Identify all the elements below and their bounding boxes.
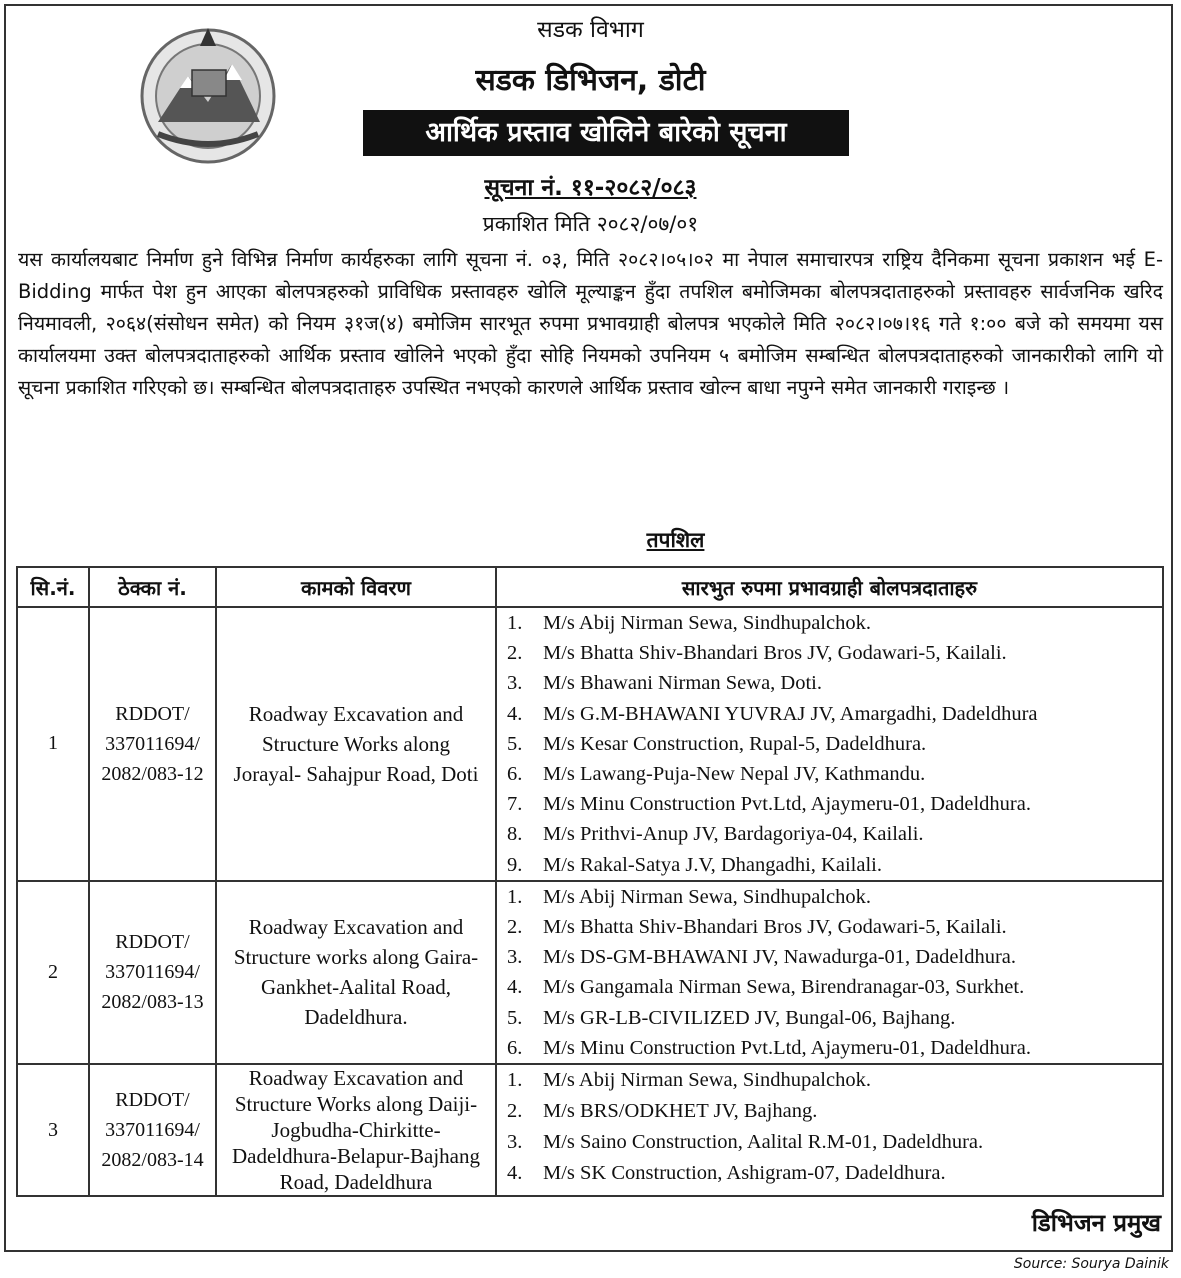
list-item — [497, 850, 1162, 880]
bidder-name: M/s Kesar Construction, Rupal-5, Dadeldhura. — [543, 732, 927, 755]
bidder-name: M/s G.M-BHAWANI YUVRAJ JV, Amargadhi, Dadeldhura — [543, 702, 1038, 725]
work-description-line: Jorayal- Sahajpur Road, Doti — [233, 761, 479, 786]
work-description-line: Roadway Excavation and — [248, 915, 464, 940]
contract-number-line: 337011694/ — [105, 961, 200, 984]
department-name: सडक विभाग — [537, 17, 644, 43]
list-item — [497, 912, 1162, 942]
contract-number-line: RDDOT/ — [115, 702, 190, 725]
work-description — [216, 881, 496, 1064]
bidder-list — [497, 882, 1162, 1063]
division-name: सडक डिभिजन, डोटी — [475, 63, 706, 98]
bidder-list-cell — [496, 1064, 1163, 1196]
bidder-name: M/s Lawang-Puja-New Nepal JV, Kathmandu. — [543, 763, 926, 786]
bidder-index: 3. — [507, 946, 523, 969]
bidder-name: M/s Bhatta Shiv-Bhandari Bros JV, Godawari-5, Kailali. — [543, 916, 1007, 939]
list-item — [497, 608, 1162, 638]
contract-number-line: 2082/083-14 — [101, 1149, 204, 1172]
bidder-index: 3. — [507, 1131, 523, 1154]
list-item — [497, 1003, 1162, 1033]
list-item — [497, 789, 1162, 819]
bidder-list-cell — [496, 607, 1163, 881]
work-description — [216, 1064, 496, 1196]
work-description — [216, 607, 496, 881]
contract-number — [89, 881, 216, 1064]
bidder-name: M/s Minu Construction Pvt.Ltd, Ajaymeru-01, Dadeldhura. — [543, 1036, 1031, 1059]
contract-number-line: 2082/083-12 — [101, 762, 204, 785]
contract-number — [89, 607, 216, 881]
work-description-line: Roadway Excavation and — [248, 701, 464, 726]
bidder-index: 2. — [507, 916, 523, 939]
bidder-index: 4. — [507, 702, 523, 725]
list-item — [497, 819, 1162, 849]
table-row — [17, 1064, 1163, 1196]
bidder-index: 5. — [507, 732, 523, 755]
signature-title: डिभिजन प्रमुख — [1031, 1209, 1161, 1237]
notice-number: सूचना नं. ११-२०८२/०८३ — [484, 175, 697, 201]
table-header-row — [17, 567, 1163, 607]
list-item — [497, 668, 1162, 698]
bidder-name: M/s Rakal-Satya J.V, Dhangadhi, Kailali. — [543, 853, 882, 876]
work-description-line: Dadeldhura-Belapur-Bajhang — [232, 1144, 480, 1169]
col-header-bidders: सारभुत रुपमा प्रभावग्राही बोलपत्रदाताहरु — [496, 567, 1163, 607]
bidder-name: M/s Bhatta Shiv-Bhandari Bros JV, Godawari-5, Kailali. — [543, 642, 1007, 665]
bidder-name: M/s Prithvi-Anup JV, Bardagoriya-04, Kailali. — [543, 823, 924, 846]
contract-number-line: RDDOT/ — [115, 931, 190, 954]
table-row — [17, 607, 1163, 881]
list-item — [497, 729, 1162, 759]
bidder-index: 2. — [507, 1100, 523, 1123]
list-item — [497, 942, 1162, 972]
work-description-line: Road, Dadeldhura — [279, 1170, 433, 1195]
work-description-line: Gankhet-Aalital Road, — [260, 975, 452, 1000]
source-credit: Source: Sourya Dainik — [1013, 1256, 1169, 1272]
bidder-index: 1. — [507, 885, 523, 908]
bidder-name: M/s Saino Construction, Aalital R.M-01, Dadeldhura. — [543, 1131, 984, 1154]
bidder-name: M/s SK Construction, Ashigram-07, Dadeldhura. — [543, 1162, 946, 1185]
list-item — [497, 1033, 1162, 1063]
bidder-name: M/s Abij Nirman Sewa, Sindhupalchok. — [543, 1069, 871, 1092]
bidder-name: M/s Abij Nirman Sewa, Sindhupalchok. — [543, 885, 871, 908]
bidder-list — [497, 608, 1162, 880]
bidder-index: 6. — [507, 1036, 523, 1059]
list-item — [497, 1096, 1162, 1127]
bidder-list — [497, 1065, 1162, 1189]
list-item — [497, 882, 1162, 912]
bidder-name: M/s Gangamala Nirman Sewa, Birendranagar-03, Surkhet. — [543, 976, 1025, 999]
published-date: प्रकाशित मिति २०८२/०७/०१ — [482, 212, 699, 236]
bidder-index: 1. — [507, 612, 523, 634]
bidder-index: 5. — [507, 1006, 523, 1029]
work-description-line: Structure Works along — [261, 731, 451, 756]
contract-number-line: 337011694/ — [105, 732, 200, 755]
bidder-index: 4. — [507, 976, 523, 999]
bidder-list-cell — [496, 881, 1163, 1064]
contract-number-line: RDDOT/ — [115, 1089, 190, 1112]
col-header-contract: ठेक्का नं. — [89, 567, 216, 607]
bidder-index: 3. — [507, 672, 523, 695]
list-item — [497, 638, 1162, 668]
list-item — [497, 1158, 1162, 1189]
work-description-line: Dadeldhura. — [304, 1005, 408, 1030]
row-serial-number: 2 — [17, 881, 89, 1064]
bidder-name: M/s BRS/ODKHET JV, Bajhang. — [543, 1100, 818, 1123]
row-serial-number: 1 — [17, 607, 89, 881]
list-item — [497, 759, 1162, 789]
bidders-table — [16, 566, 1164, 1197]
work-description-line: Structure works along Gaira- — [233, 945, 479, 970]
bidder-index: 2. — [507, 642, 523, 665]
list-item — [497, 1065, 1162, 1096]
work-description-line: Jogbudha-Chirkitte- — [271, 1118, 441, 1143]
bidder-name: M/s Bhawani Nirman Sewa, Doti. — [543, 672, 822, 695]
list-item — [497, 972, 1162, 1002]
col-header-description: कामको विवरण — [216, 567, 496, 607]
bidder-index: 4. — [507, 1162, 523, 1185]
bidder-index: 7. — [507, 793, 523, 816]
bidder-index: 1. — [507, 1069, 523, 1092]
bidder-name: M/s GR-LB-CIVILIZED JV, Bungal-06, Bajhang. — [543, 1006, 956, 1029]
list-item — [497, 1127, 1162, 1158]
bidder-name: M/s DS-GM-BHAWANI JV, Nawadurga-01, Dadeldhura. — [543, 946, 1017, 969]
bidder-index: 9. — [507, 853, 523, 876]
bidder-index: 8. — [507, 823, 523, 846]
contract-number-line: 2082/083-13 — [101, 991, 204, 1014]
work-description-line: Structure Works along Daiji- — [234, 1092, 478, 1117]
table-row — [17, 881, 1163, 1064]
bidder-name: M/s Minu Construction Pvt.Ltd, Ajaymeru-01, Dadeldhura. — [543, 793, 1031, 816]
contract-number — [89, 1064, 216, 1196]
notice-title-banner: आर्थिक प्रस्ताव खोलिने बारेको सूचना — [363, 110, 849, 156]
bidder-name: M/s Abij Nirman Sewa, Sindhupalchok. — [543, 612, 871, 634]
notice-body: यस कार्यालयबाट निर्माण हुने विभिन्न निर्माण कार्यहरुका लागि सूचना नं. ०३, मिति २०८२।०५।०२ मा नेपाल समाचारपत्र राष्ट्रिय दैनिकमा सूचना प्रकाशन भई E-Bidding मार्फत पेश हुन आएका बोलपत्रहरुको प्राविधिक प्रस्तावहरु खोलि मूल्याङ्कन हुँदा तपशिल बमोजिमका बोलपत्रदाताहरुको प्रस्तावहरु सार्वजनिक खरिद नियमावली, २०६४(संसोधन समेत) को नियम ३१ज(४) बमोजिम सारभूत रुपमा प्रभावग्राही बोलपत्र भएकोले मिति २०८२।०७।१६ गते १:०० बजे को समयमा यस कार्यालयमा उक्त बोलपत्रदाताहरुको आर्थिक प्रस्ताव खोलिने भएको हुँदा सोहि नियमको उपनियम ५ बमोजिम सम्बन्धित बोलपत्रदाताहरुको जानकारीको लागि यो सूचना प्रकाशित गरिएको छ। सम्बन्धित बोलपत्रदाताहरु उपस्थित नभएको कारणले आर्थिक प्रस्ताव खोल्न बाधा नपुग्ने समेत जानकारी गराइन्छ । — [18, 248, 1163, 399]
work-description-line: Roadway Excavation and — [248, 1066, 464, 1091]
list-item — [497, 699, 1162, 729]
section-title: तपशिल — [646, 528, 705, 552]
col-header-sn: सि.नं. — [17, 567, 89, 607]
bidder-index: 6. — [507, 763, 523, 786]
row-serial-number: 3 — [17, 1064, 89, 1196]
contract-number-line: 337011694/ — [105, 1119, 200, 1142]
